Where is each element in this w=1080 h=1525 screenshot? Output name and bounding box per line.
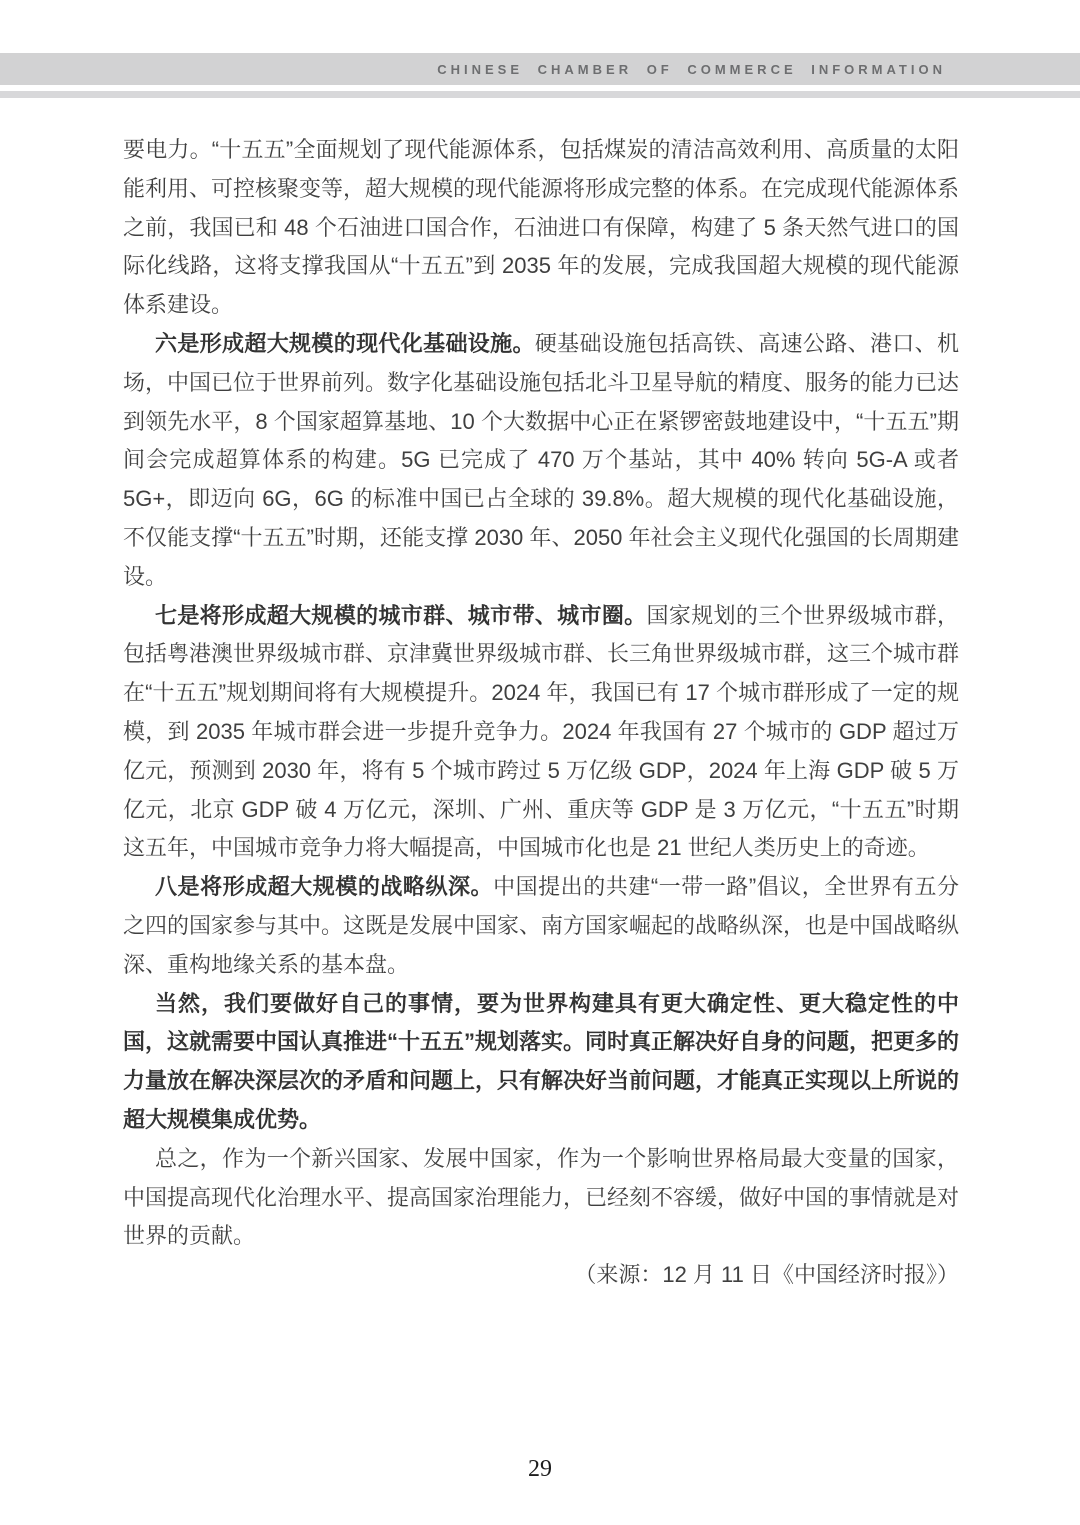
paragraph-text: 当然，我们要做好自己的事情，要为世界构建具有更大确定性、更大稳定性的中国，这就需要中国认真推进“十五五”规划落实。同时真正解决好自身的问题，把更多的力量放在解决深层次的矛盾和问题上，只有解决好当前问题，才能真正实现以上所说的超大规模集成优势。: [123, 990, 960, 1132]
source-line: （来源：12 月 11 日《中国经济时报》）: [574, 1262, 959, 1288]
body-paragraph: [123, 1140, 959, 1256]
body-paragraph: [123, 597, 959, 869]
paragraph-text: 要电力。“十五五”全面规划了现代能源体系，包括煤炭的清洁高效利用、高质量的太阳能利用、可控核聚变等，超大规模的现代能源将形成完整的体系。在完成现代能源体系之前，我国已和 48 个石油进口国合作，石油进口有保障，构建了 5 条天然气进口的国际化线路，这将支撑我国从“十五五”到 2035 年的发展，完成我国超大规模的现代能源体系建设。: [123, 137, 960, 318]
body-paragraph: [123, 868, 959, 984]
body-paragraph: [123, 325, 959, 597]
paragraph-lead-bold-text: 八是将形成超大规模的战略纵深。: [155, 874, 494, 900]
paragraph-text: 中国提出的共建“一带一路”倡议，全世界有五分之四的国家参与其中。这既是发展中国家、南方国家崛起的战略纵深，也是中国战略纵深、重构地缘关系的基本盘。: [123, 874, 960, 977]
header-band: [0, 53, 1080, 85]
paragraph-lead-bold-text: 六是形成超大规模的现代化基础设施。: [155, 330, 535, 356]
paragraph-text: 硬基础设施包括高铁、高速公路、港口、机场，中国已位于世界前列。数字化基础设施包括北斗卫星导航的精度、服务的能力已达到领先水平，8 个国家超算基地、10 个大数据中心正在紧锣密鼓地建设中，“十五五”期间会完成超算体系的构建。5G 已完成了 470 万个基站，其中 40% 转向 5G-A 或者 5G+，即迈向 6G，6G 的标准中国已占全球的 39.8%。超大规模的现代化基础设施，不仅能支撑“十五五”时期，还能支撑 2030 年、2050 年社会主义现代化强国的长周期建设。: [123, 330, 960, 589]
article-body: [123, 131, 959, 1295]
header-band-title: CHINESE CHAMBER OF COMMERCE INFORMATION: [437, 61, 946, 77]
paragraph-text: 总之，作为一个新兴国家、发展中国家，作为一个影响世界格局最大变量的国家，中国提高现代化治理水平、提高国家治理能力，已经刻不容缓，做好中国的事情就是对世界的贡献。: [123, 1145, 960, 1249]
header-divider-band: [0, 91, 1080, 98]
body-paragraph: [123, 985, 959, 1140]
paragraph-text: 国家规划的三个世界级城市群，包括粤港澳世界级城市群、京津冀世界级城市群、长三角世界级城市群，这三个城市群在“十五五”规划期间将有大规模提升。2024 年，我国已有 17 个城市群形成了一定的规模，到 2035 年城市群会进一步提升竞争力。2024 年我国有 27 个城市的 GDP 超过万亿元，预测到 2030 年，将有 5 个城市跨过 5 万亿级 GDP，2024 年上海 GDP 破 5 万亿元，北京 GDP 破 4 万亿元，深圳、广州、重庆等 GDP 是 3 万亿元，“十五五”时期这五年，中国城市竞争力将大幅提高，中国城市化也是 21 世纪人类历史上的奇迹。: [123, 602, 960, 861]
paragraph-lead-bold-text: 七是将形成超大规模的城市群、城市带、城市圈。: [155, 602, 647, 628]
page-number: 29: [528, 1456, 552, 1482]
body-paragraph: [123, 131, 959, 325]
